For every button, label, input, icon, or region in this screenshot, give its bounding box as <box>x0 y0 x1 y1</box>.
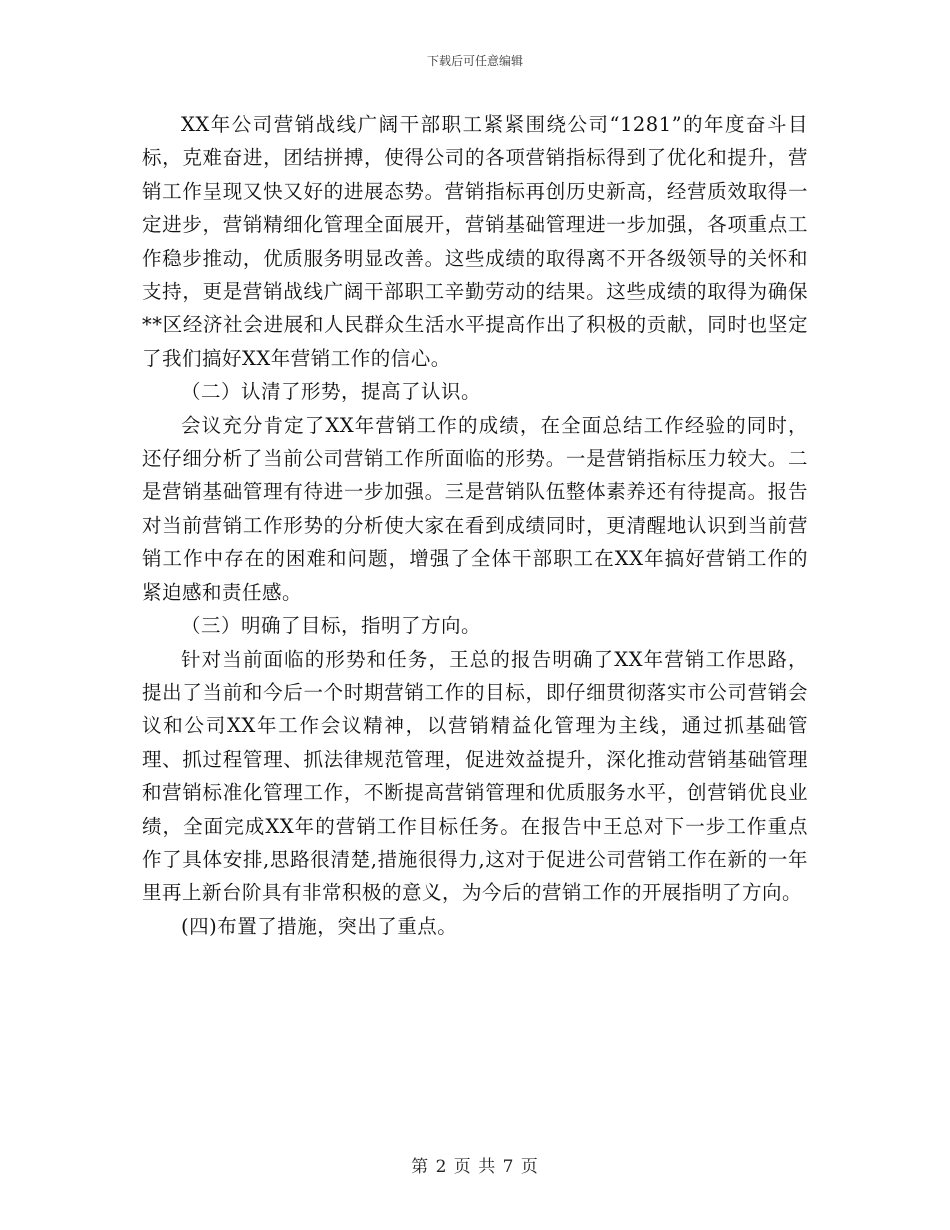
paragraph-3: 针对当前面临的形势和任务，王总的报告明确了XX年营销工作思路，提出了当前和今后一个时期营销工作的目标，即仔细贯彻落实市公司营销会议和公司XX年工作会议精神，以营销精益化管理为主线，通过抓基础管理、抓过程管理、抓法律规范管理，促进效益提升，深化推动营销基础管理和营销标准化管理工作，不断提高营销管理和优质服务水平，创营销优良业绩，全面完成XX年的营销工作目标任务。在报告中王总对下一步工作重点作了具体安排,思路很清楚,措施很得力,这对于促进公司营销工作在新的一年里再上新台阶具有非常积极的意义，为今后的营销工作的开展指明了方向。 <box>142 647 808 905</box>
section-heading-4: (四)布置了措施，突出了重点。 <box>181 914 458 938</box>
page-number-footer: 第 2 页 共 7 页 <box>411 1157 539 1177</box>
section-heading-3: （三）明确了目标，指明了方向。 <box>181 614 482 638</box>
section-heading-2: （二）认清了形势，提高了认识。 <box>181 380 482 404</box>
paragraph-2: 会议充分肯定了XX年营销工作的成绩，在全面总结工作经验的同时，还仔细分析了当前公司营销工作所面临的形势。一是营销指标压力较大。二是营销基础管理有待进一步加强。三是营销队伍整体素养还有待提高。报告对当前营销工作形势的分析使大家在看到成绩同时，更清醒地认识到当前营销工作中存在的困难和问题，增强了全体干部职工在XX年搞好营销工作的紧迫感和责任感。 <box>142 413 808 604</box>
page-header: 下载后可任意编辑 <box>426 54 523 68</box>
document-body <box>142 108 808 943</box>
paragraph-1: XX年公司营销战线广阔干部职工紧紧围绕公司“1281”的年度奋斗目标，克难奋进，团结拼搏，使得公司的各项营销指标得到了优化和提升，营销工作呈现又快又好的进展态势。营销指标再创历史新高，经营质效取得一定进步，营销精细化管理全面展开，营销基础管理进一步加强，各项重点工作稳步推动，优质服务明显改善。这些成绩的取得离不开各级领导的关怀和支持，更是营销战线广阔干部职工辛勤劳动的结果。这些成绩的取得为确保**区经济社会进展和人民群众生活水平提高作出了积极的贡献，同时也坚定了我们搞好XX年营销工作的信心。 <box>142 113 808 370</box>
